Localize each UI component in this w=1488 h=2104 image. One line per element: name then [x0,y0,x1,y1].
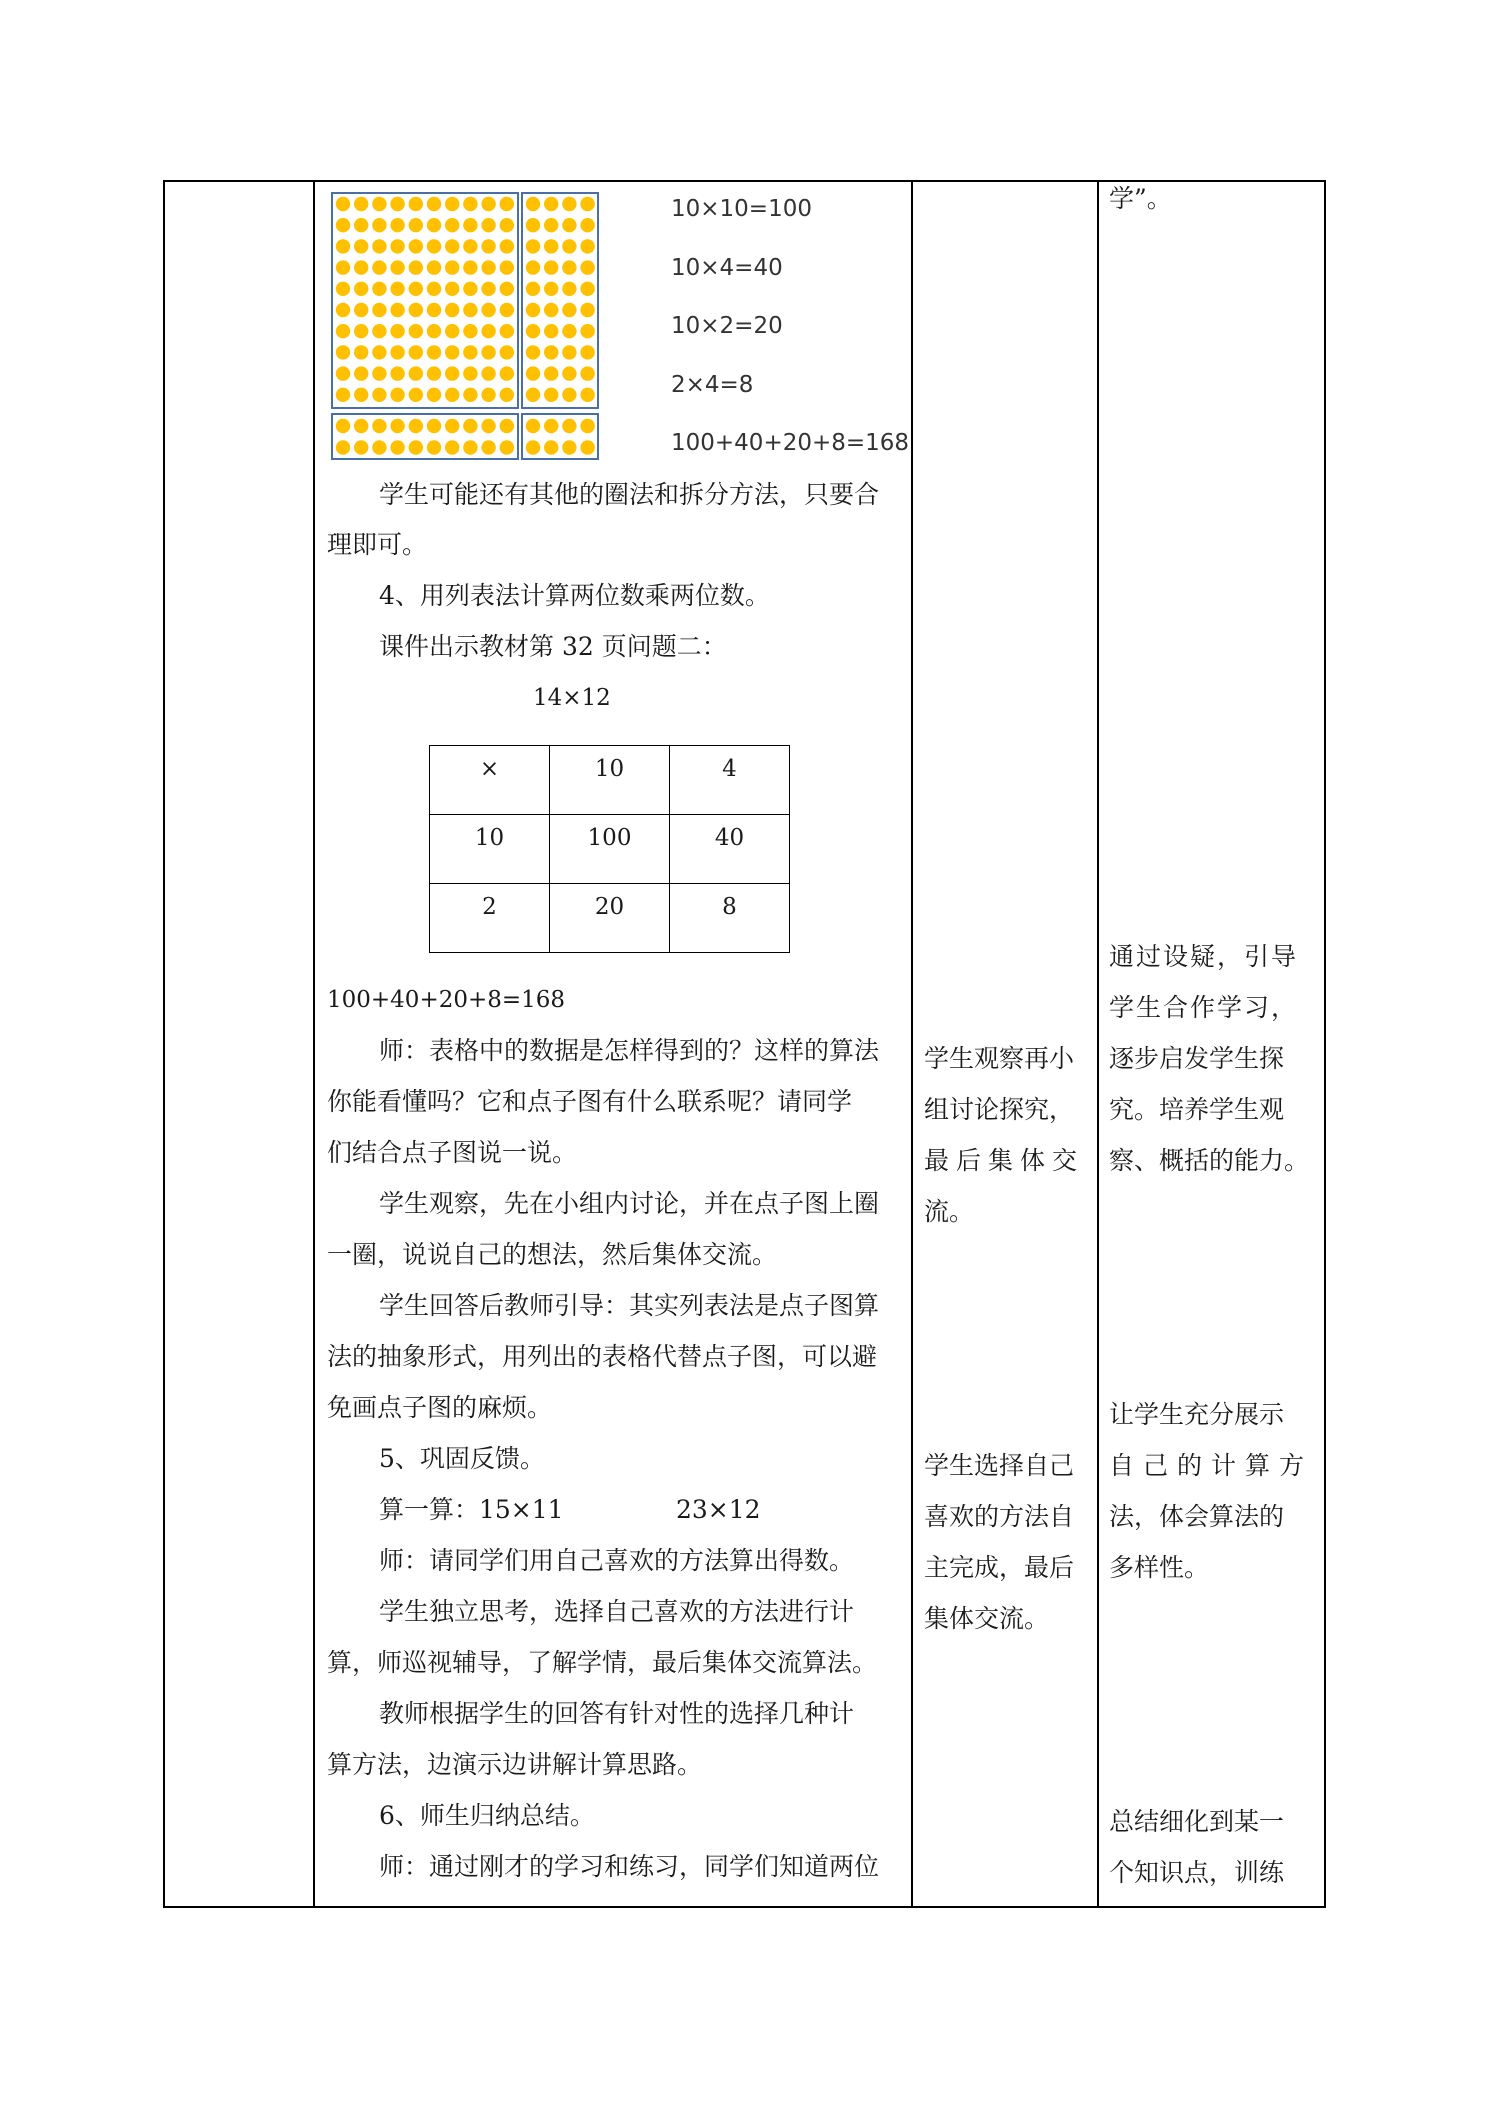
dot [580,324,594,338]
dot [481,419,495,433]
dot [372,324,386,338]
dot [409,303,423,317]
paragraph-line: 学生独立思考，选择自己喜欢的方法进行计 [379,1597,855,1626]
dot [354,419,368,433]
dot [445,440,459,454]
dot [427,260,441,274]
paragraph-line: 算，师巡视辅导，了解学情，最后集体交流算法。 [327,1648,878,1677]
dot [354,440,368,454]
dot [500,239,514,253]
exercise-line-2: 23×12 [676,1495,761,1524]
table-cell: × [430,746,550,815]
design-intent-line: 总结细化到某一 [1109,1807,1285,1836]
dot [354,303,368,317]
dot [427,239,441,253]
dot [445,218,459,232]
dot [390,260,404,274]
dot [544,440,558,454]
design-intent-line: 学”。 [1109,184,1172,213]
dot [372,303,386,317]
dot [463,260,477,274]
dot [562,260,576,274]
dot [445,197,459,211]
paragraph-line: 学生观察，先在小组内讨论，并在点子图上圈 [379,1189,880,1218]
dot [445,419,459,433]
dot [390,366,404,380]
section-heading-4: 4、用列表法计算两位数乘两位数。 [379,581,770,610]
dot [526,239,540,253]
dot [390,440,404,454]
dot [562,282,576,296]
dot [481,282,495,296]
dot [580,366,594,380]
dot [500,419,514,433]
design-intent-line: 学生合作学习， [1109,993,1299,1022]
dot [409,440,423,454]
dot [463,366,477,380]
dot [580,440,594,454]
dot [580,419,594,433]
dot [427,282,441,296]
table-border-right [1324,180,1326,1908]
dot [409,282,423,296]
dot [562,218,576,232]
dot [481,218,495,232]
paragraph-line: 课件出示教材第 32 页问题二： [379,632,727,661]
student-activity-line: 主完成，最后 [924,1553,1075,1582]
design-intent-line: 逐步启发学生探 [1109,1044,1285,1073]
dot [390,303,404,317]
design-intent-line: 察、概括的能力。 [1109,1146,1310,1175]
column-divider-1 [313,180,315,1908]
dot [526,197,540,211]
dot [500,282,514,296]
dot [526,388,540,402]
paragraph-line: 教师根据学生的回答有针对性的选择几种计 [379,1699,855,1728]
dot [544,388,558,402]
dot [463,239,477,253]
dot [336,303,350,317]
dot [580,260,594,274]
dot [580,303,594,317]
dot [562,366,576,380]
dot [354,282,368,296]
section-heading-5: 5、巩固反馈。 [379,1444,545,1473]
student-activity-line: 最后集体交 [924,1146,1085,1175]
dot [526,324,540,338]
dot [409,197,423,211]
student-activity-line: 组讨论探究， [924,1095,1075,1124]
dot [372,440,386,454]
exercise-line: 算一算：15×11 [379,1495,564,1524]
paragraph-line: 免画点子图的麻烦。 [327,1393,553,1422]
dot [445,282,459,296]
dot [562,303,576,317]
dot [544,282,558,296]
dot [544,239,558,253]
dot [526,440,540,454]
dot [354,345,368,359]
dot [445,303,459,317]
dot [409,239,423,253]
paragraph-line: 师：表格中的数据是怎样得到的？这样的算法 [379,1036,880,1065]
dot [336,440,350,454]
dot [463,324,477,338]
dot [580,282,594,296]
dot [544,218,558,232]
dot [427,324,441,338]
table-border-bottom [163,1906,1326,1908]
dot [427,419,441,433]
dot [580,388,594,402]
dot [427,345,441,359]
dot [390,282,404,296]
dot [427,218,441,232]
dot [544,260,558,274]
dot [409,324,423,338]
dot [336,197,350,211]
dot [562,388,576,402]
dot [526,260,540,274]
dot [463,419,477,433]
table-cell: 20 [550,884,670,953]
dot [336,366,350,380]
dot [445,366,459,380]
dot-array-figure [331,189,601,461]
dot [562,197,576,211]
dot [372,239,386,253]
design-intent-line: 多样性。 [1109,1553,1210,1582]
dot [336,282,350,296]
dot [562,440,576,454]
table-cell: 8 [670,884,790,953]
student-activity-line: 学生观察再小 [924,1044,1075,1073]
design-intent-line: 法，体会算法的 [1109,1502,1285,1531]
dot [372,260,386,274]
dot [544,366,558,380]
dot [463,282,477,296]
dot [500,260,514,274]
dot [390,345,404,359]
dot [427,366,441,380]
student-activity-line: 集体交流。 [924,1604,1050,1633]
dot [463,388,477,402]
dot [526,218,540,232]
dot [481,197,495,211]
dot [372,197,386,211]
dot [445,239,459,253]
paragraph-line: 理即可。 [327,530,428,559]
column-divider-2 [911,180,913,1908]
dot [354,239,368,253]
dot [336,218,350,232]
student-activity-line: 学生选择自己 [924,1451,1075,1480]
dot [463,345,477,359]
paragraph-line: 师：通过刚才的学习和练习，同学们知道两位 [379,1852,880,1881]
dot [500,197,514,211]
dot [372,419,386,433]
dot [390,239,404,253]
problem-expression: 14×12 [533,685,611,711]
table-cell: 2 [430,884,550,953]
dot [336,324,350,338]
dot [336,239,350,253]
dot [481,239,495,253]
equation-1: 10×10=100 [671,196,812,222]
dot [481,366,495,380]
dot [372,388,386,402]
dot [526,419,540,433]
dot [500,303,514,317]
sum-expression: 100+40+20+8=168 [327,987,566,1013]
table-border-top [163,180,1326,182]
dot [336,388,350,402]
dot [526,345,540,359]
dot [463,303,477,317]
dot [390,419,404,433]
dot [544,345,558,359]
dot [562,324,576,338]
table-cell: 40 [670,815,790,884]
dot [372,218,386,232]
equation-3: 10×2=20 [671,313,783,339]
dot [500,324,514,338]
paragraph-line: 一圈，说说自己的想法，然后集体交流。 [327,1240,778,1269]
dot [526,366,540,380]
dot [580,197,594,211]
dot [544,324,558,338]
equation-4: 2×4=8 [671,372,754,398]
dot [526,282,540,296]
dot [354,366,368,380]
dot [390,388,404,402]
dot [354,388,368,402]
table-row [430,815,790,884]
dot [562,419,576,433]
dot [354,218,368,232]
dot [544,419,558,433]
dot [500,345,514,359]
dot [580,345,594,359]
dot [427,440,441,454]
dot [372,366,386,380]
paragraph-line: 学生回答后教师引导：其实列表法是点子图算 [379,1291,880,1320]
dot [427,388,441,402]
dot [372,345,386,359]
dot [336,260,350,274]
design-intent-line: 通过设疑，引导 [1109,942,1299,971]
dot [562,345,576,359]
table-row [430,746,790,815]
dot [445,345,459,359]
dot [500,440,514,454]
table-cell: 10 [550,746,670,815]
dot [427,303,441,317]
table-cell: 4 [670,746,790,815]
dot [354,324,368,338]
dot [409,218,423,232]
design-intent-line: 自己的计算方 [1109,1451,1314,1480]
dot [409,366,423,380]
dot [463,440,477,454]
dot [562,239,576,253]
dot [500,218,514,232]
dot [481,388,495,402]
dot [481,303,495,317]
dot [409,388,423,402]
dot [354,260,368,274]
dot [445,324,459,338]
table-row [430,884,790,953]
dot [526,303,540,317]
dot [500,366,514,380]
paragraph-line: 师：请同学们用自己喜欢的方法算出得数。 [379,1546,855,1575]
dot [354,197,368,211]
dot [580,239,594,253]
dot [409,345,423,359]
dot [544,303,558,317]
dot [481,440,495,454]
dot [336,345,350,359]
paragraph-line: 们结合点子图说一说。 [327,1138,578,1167]
column-divider-3 [1097,180,1099,1908]
paragraph-line: 法的抽象形式，用列出的表格代替点子图，可以避 [327,1342,878,1371]
dot [481,324,495,338]
paragraph-line: 算方法，边演示边讲解计算思路。 [327,1750,703,1779]
dot [544,197,558,211]
dot [445,388,459,402]
dot-grid [336,197,595,455]
equation-5: 100+40+20+8=168 [671,430,910,456]
section-heading-6: 6、师生归纳总结。 [379,1801,595,1830]
dot [372,282,386,296]
dot [390,218,404,232]
dot [481,260,495,274]
design-intent-line: 究。培养学生观 [1109,1095,1285,1124]
dot [390,197,404,211]
equation-2: 10×4=40 [671,255,783,281]
dot [463,218,477,232]
dot [427,197,441,211]
table-border-left [163,180,165,1908]
table-cell: 10 [430,815,550,884]
paragraph-line: 你能看懂吗？它和点子图有什么联系呢？请同学 [327,1087,853,1116]
design-intent-line: 让学生充分展示 [1109,1400,1285,1429]
student-activity-line: 流。 [924,1197,975,1226]
dot [409,260,423,274]
multiplication-table [429,745,790,953]
table-cell: 100 [550,815,670,884]
dot [445,260,459,274]
student-activity-line: 喜欢的方法自 [924,1502,1075,1531]
paragraph-line: 学生可能还有其他的圈法和拆分方法，只要合 [379,480,880,509]
dot [336,419,350,433]
dot [481,345,495,359]
dot [580,218,594,232]
dot [390,324,404,338]
design-intent-line: 个知识点，训练 [1109,1858,1285,1887]
dot [500,388,514,402]
dot [463,197,477,211]
dot [409,419,423,433]
